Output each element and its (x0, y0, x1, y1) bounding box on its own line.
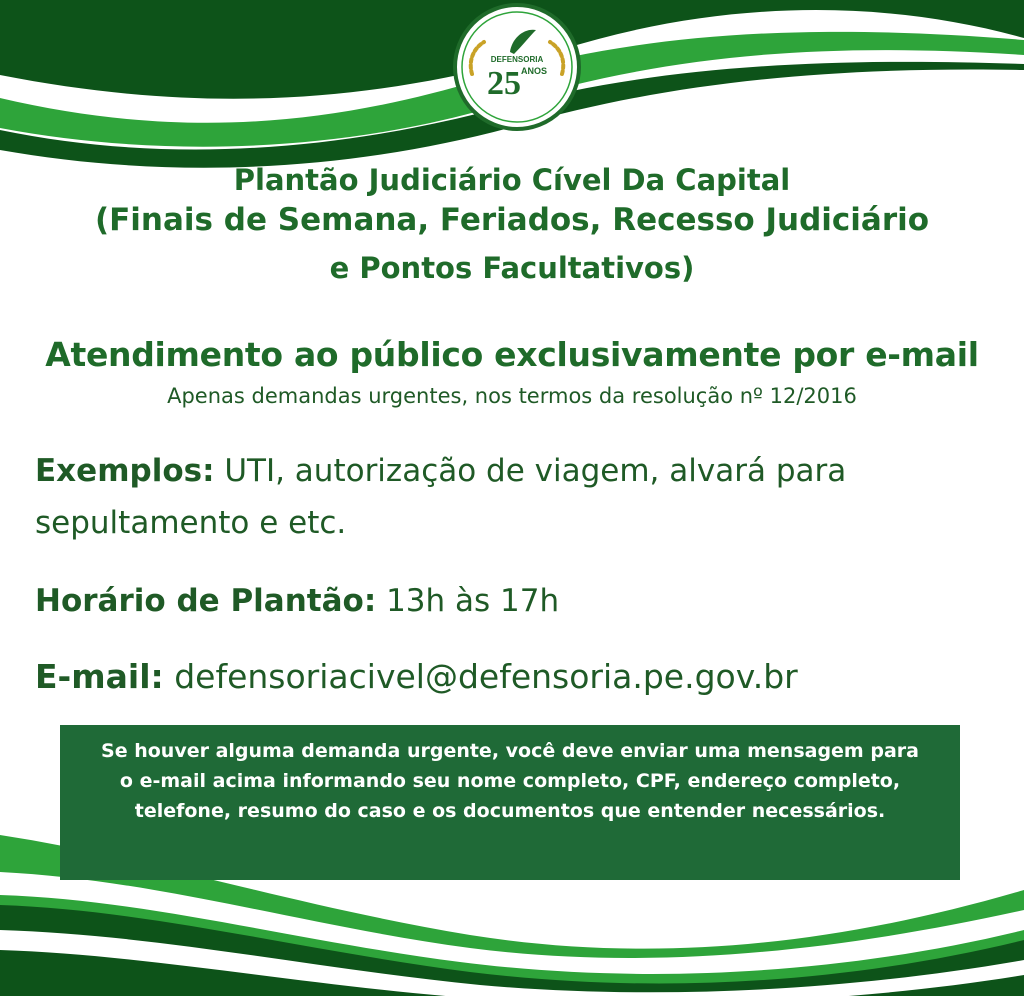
defensoria-logo (450, 2, 584, 132)
notice-text: Se houver alguma demanda urgente, você deve enviar uma mensagem para o e-mail acima informando seu nome completo, CPF, endereço completo, telefone, resumo do caso e os documentos que entender necessários. (101, 740, 919, 822)
email-line (35, 657, 798, 696)
logo-top-text: DEFENSORIA (490, 55, 544, 64)
examples-label: Exemplos: (35, 453, 215, 489)
logo-suffix: ANOS (520, 66, 548, 76)
logo-number: 25 (487, 65, 521, 102)
email-value[interactable]: defensoriacivel@defensoria.pe.gov.br (163, 657, 798, 696)
title-line-3: e Pontos Facultativos) (329, 251, 695, 285)
title-line-1: Plantão Judiciário Cível Da Capital (233, 163, 791, 197)
subheadline: Apenas demandas urgentes, nos termos da resolução nº 12/2016 (167, 384, 857, 408)
title-line-2: (Finais de Semana, Feriados, Recesso Judiciário (94, 202, 930, 238)
email-label: E-mail: (35, 657, 164, 696)
schedule-value: 13h às 17h (376, 583, 560, 619)
headline: Atendimento ao público exclusivamente por e-mail (45, 335, 979, 374)
schedule-label: Horário de Plantão: (35, 583, 377, 619)
schedule-line (35, 583, 559, 619)
examples-text: UTI, autorização de viagem, alvará para (214, 453, 847, 489)
notice-box (60, 725, 960, 880)
examples-line (35, 453, 846, 489)
examples-continuation: sepultamento e etc. (35, 505, 347, 541)
